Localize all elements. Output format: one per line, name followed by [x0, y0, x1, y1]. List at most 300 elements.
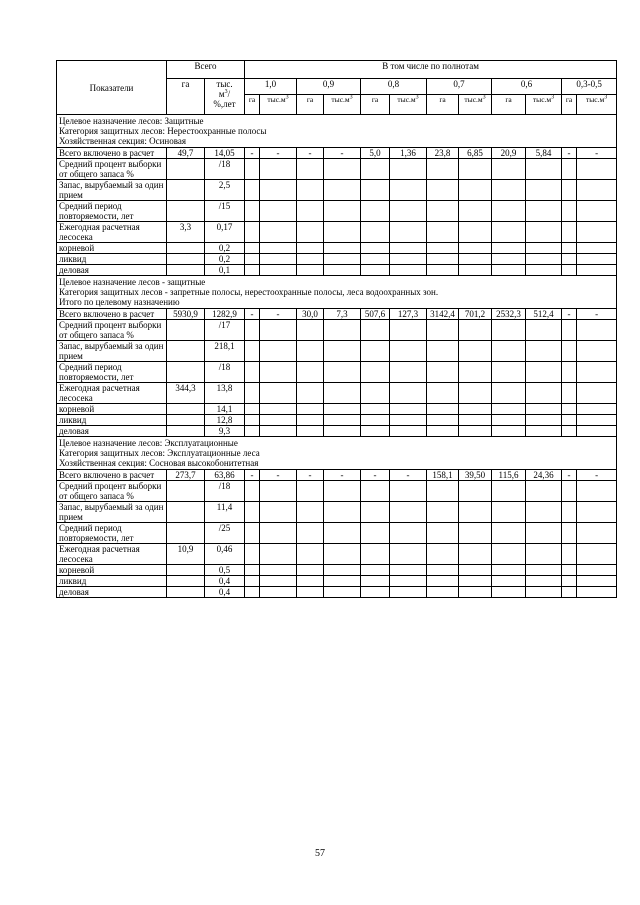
row-density-cell	[427, 576, 459, 587]
row-density-cell	[361, 587, 390, 598]
header-density-1: 0,9	[297, 79, 361, 95]
header-unit-ha: га	[427, 95, 459, 115]
row-density-cell: 127,3	[390, 309, 427, 320]
row-total-volume: /15	[205, 201, 245, 222]
row-density-cell	[577, 426, 617, 437]
row-density-cell	[492, 180, 526, 201]
row-total-volume: 0,1	[205, 265, 245, 276]
row-density-cell	[459, 362, 492, 383]
table-row	[57, 470, 617, 481]
row-density-cell	[260, 481, 297, 502]
row-density-cell	[577, 415, 617, 426]
row-density-cell	[361, 502, 390, 523]
row-density-cell	[427, 383, 459, 404]
row-density-cell	[427, 426, 459, 437]
row-density-cell: -	[260, 148, 297, 159]
row-density-cell	[526, 481, 562, 502]
row-density-cell: -	[324, 148, 361, 159]
row-density-cell	[245, 201, 260, 222]
row-label: Запас, вырубаемый за один прием	[57, 502, 167, 523]
row-density-cell	[459, 265, 492, 276]
row-total-ha	[167, 415, 205, 426]
row-density-cell	[427, 502, 459, 523]
table-row	[57, 180, 617, 201]
row-density-cell	[324, 243, 361, 254]
section-header	[57, 115, 617, 148]
row-total-ha	[167, 341, 205, 362]
row-density-cell: 701,2	[459, 309, 492, 320]
row-density-cell	[324, 159, 361, 180]
header-unit-ha: га	[562, 95, 577, 115]
table-row	[57, 415, 617, 426]
row-density-cell	[459, 523, 492, 544]
row-density-cell	[427, 180, 459, 201]
row-total-ha: 5930,9	[167, 309, 205, 320]
row-density-cell	[297, 587, 324, 598]
table-row	[57, 565, 617, 576]
row-density-cell	[562, 180, 577, 201]
row-density-cell	[577, 565, 617, 576]
row-density-cell	[361, 544, 390, 565]
row-density-cell	[427, 362, 459, 383]
row-density-cell	[260, 362, 297, 383]
row-total-volume: 0,4	[205, 587, 245, 598]
row-density-cell	[459, 544, 492, 565]
row-density-cell	[361, 576, 390, 587]
header-density-0: 1,0	[245, 79, 297, 95]
header-density-5: 0,3-0,5	[562, 79, 617, 95]
row-density-cell	[245, 587, 260, 598]
row-density-cell	[562, 587, 577, 598]
row-density-cell: -	[260, 309, 297, 320]
row-density-cell	[361, 243, 390, 254]
row-density-cell	[324, 576, 361, 587]
row-total-volume: 0,2	[205, 254, 245, 265]
row-density-cell	[245, 362, 260, 383]
row-density-cell	[562, 481, 577, 502]
row-density-cell	[492, 265, 526, 276]
row-density-cell	[260, 426, 297, 437]
table-row	[57, 544, 617, 565]
row-density-cell	[577, 383, 617, 404]
row-total-volume: 0,5	[205, 565, 245, 576]
row-density-cell	[562, 502, 577, 523]
table-row	[57, 576, 617, 587]
header-unit-ha: га	[245, 95, 260, 115]
row-density-cell	[297, 265, 324, 276]
row-total-ha	[167, 159, 205, 180]
row-density-cell: -	[562, 309, 577, 320]
row-density-cell	[492, 404, 526, 415]
section-line: Целевое назначение лесов: Защитные	[59, 116, 204, 126]
section-line: Хозяйственная секция: Осиновая	[59, 136, 186, 146]
row-density-cell	[562, 243, 577, 254]
row-total-volume: 0,2	[205, 243, 245, 254]
row-density-cell	[390, 587, 427, 598]
row-density-cell	[324, 426, 361, 437]
row-density-cell	[390, 576, 427, 587]
row-density-cell	[260, 565, 297, 576]
row-total-volume: 14,05	[205, 148, 245, 159]
table-row	[57, 502, 617, 523]
row-density-cell	[324, 341, 361, 362]
row-density-cell	[297, 243, 324, 254]
row-density-cell	[390, 544, 427, 565]
allowable-cut-table	[56, 60, 617, 598]
row-density-cell	[526, 415, 562, 426]
row-density-cell	[245, 243, 260, 254]
row-label: Ежегодная расчетная лесосека	[57, 544, 167, 565]
row-density-cell	[260, 159, 297, 180]
row-density-cell	[577, 254, 617, 265]
header-density-2: 0,8	[361, 79, 427, 95]
row-density-cell	[427, 159, 459, 180]
row-density-cell	[361, 201, 390, 222]
row-density-cell	[245, 404, 260, 415]
row-density-cell	[390, 159, 427, 180]
row-density-cell	[297, 565, 324, 576]
row-density-cell	[245, 481, 260, 502]
row-density-cell	[361, 565, 390, 576]
row-density-cell: 507,6	[361, 309, 390, 320]
row-density-cell	[324, 265, 361, 276]
row-label: Всего включено в расчет	[57, 148, 167, 159]
row-density-cell	[324, 201, 361, 222]
row-total-ha	[167, 201, 205, 222]
row-density-cell	[562, 222, 577, 243]
row-total-ha	[167, 320, 205, 341]
row-density-cell	[297, 159, 324, 180]
row-density-cell: -	[390, 470, 427, 481]
row-total-ha	[167, 243, 205, 254]
row-density-cell	[361, 362, 390, 383]
section-header	[57, 437, 617, 470]
row-density-cell	[260, 180, 297, 201]
row-density-cell	[361, 523, 390, 544]
row-density-cell	[492, 159, 526, 180]
row-density-cell: 2532,3	[492, 309, 526, 320]
row-density-cell: -	[245, 148, 260, 159]
row-total-ha	[167, 523, 205, 544]
row-density-cell	[390, 180, 427, 201]
row-density-cell: 7,3	[324, 309, 361, 320]
row-label: Всего включено в расчет	[57, 309, 167, 320]
row-density-cell: 1,36	[390, 148, 427, 159]
row-density-cell: 5,0	[361, 148, 390, 159]
row-density-cell	[245, 159, 260, 180]
row-density-cell	[577, 320, 617, 341]
header-unit-thous-m3: $тыс.м^3$	[526, 95, 562, 115]
row-total-ha	[167, 587, 205, 598]
row-density-cell	[427, 320, 459, 341]
table-row	[57, 320, 617, 341]
row-density-cell: -	[260, 470, 297, 481]
row-total-volume: 12,8	[205, 415, 245, 426]
row-density-cell	[361, 481, 390, 502]
row-density-cell	[324, 404, 361, 415]
row-density-cell	[324, 523, 361, 544]
row-total-volume: /17	[205, 320, 245, 341]
row-density-cell	[260, 320, 297, 341]
row-density-cell	[459, 341, 492, 362]
row-density-cell	[245, 426, 260, 437]
row-density-cell	[577, 362, 617, 383]
table-row	[57, 148, 617, 159]
section-line: Хозяйственная секция: Сосновая высокобонитетная	[59, 458, 259, 468]
row-total-volume: 0,46	[205, 544, 245, 565]
row-density-cell	[492, 243, 526, 254]
table-row	[57, 265, 617, 276]
row-label: корневой	[57, 243, 167, 254]
row-density-cell	[260, 201, 297, 222]
row-density-cell	[427, 481, 459, 502]
row-total-ha	[167, 362, 205, 383]
row-density-cell	[459, 159, 492, 180]
row-label: Всего включено в расчет	[57, 470, 167, 481]
row-label: корневой	[57, 565, 167, 576]
row-label: Запас, вырубаемый за один прием	[57, 180, 167, 201]
row-total-ha	[167, 502, 205, 523]
table-row	[57, 523, 617, 544]
row-label: Ежегодная расчетная лесосека	[57, 383, 167, 404]
row-total-volume: 63,86	[205, 470, 245, 481]
row-density-cell	[526, 201, 562, 222]
row-total-volume: 9,3	[205, 426, 245, 437]
row-density-cell	[459, 404, 492, 415]
row-density-cell	[361, 254, 390, 265]
row-density-cell	[526, 222, 562, 243]
row-density-cell	[324, 587, 361, 598]
row-density-cell	[577, 544, 617, 565]
row-density-cell	[297, 481, 324, 502]
row-density-cell	[324, 180, 361, 201]
table-row	[57, 481, 617, 502]
row-density-cell	[297, 341, 324, 362]
row-label: Средний период повторяемости, лет	[57, 201, 167, 222]
row-density-cell	[562, 544, 577, 565]
row-density-cell	[492, 565, 526, 576]
header-unit-ha: га	[492, 95, 526, 115]
row-density-cell: 5,84	[526, 148, 562, 159]
row-density-cell	[260, 415, 297, 426]
row-density-cell: -	[562, 470, 577, 481]
section-line: Итого по целевому назначению	[59, 297, 180, 307]
row-density-cell	[324, 481, 361, 502]
row-density-cell	[526, 265, 562, 276]
row-density-cell: -	[297, 148, 324, 159]
row-density-cell	[577, 180, 617, 201]
row-density-cell	[562, 265, 577, 276]
row-density-cell	[526, 576, 562, 587]
row-total-ha	[167, 576, 205, 587]
row-density-cell	[459, 243, 492, 254]
row-density-cell	[297, 362, 324, 383]
row-density-cell	[361, 265, 390, 276]
row-density-cell: 20,9	[492, 148, 526, 159]
row-density-cell	[562, 341, 577, 362]
header-density-3: 0,7	[427, 79, 492, 95]
row-total-ha: 273,7	[167, 470, 205, 481]
row-density-cell	[577, 341, 617, 362]
row-density-cell	[526, 362, 562, 383]
row-density-cell	[562, 201, 577, 222]
row-density-cell	[390, 265, 427, 276]
row-density-cell	[526, 502, 562, 523]
row-density-cell	[390, 404, 427, 415]
row-density-cell	[297, 415, 324, 426]
row-density-cell	[459, 587, 492, 598]
row-density-cell	[324, 320, 361, 341]
row-density-cell	[427, 265, 459, 276]
row-label: Средний период повторяемости, лет	[57, 362, 167, 383]
row-density-cell	[361, 222, 390, 243]
row-density-cell	[390, 320, 427, 341]
row-density-cell	[492, 201, 526, 222]
row-density-cell: 3142,4	[427, 309, 459, 320]
row-density-cell	[245, 576, 260, 587]
row-density-cell	[577, 404, 617, 415]
row-density-cell	[526, 254, 562, 265]
row-density-cell	[260, 587, 297, 598]
header-thous-m3: тыс. $м^3/$ %,лет	[205, 79, 245, 115]
row-density-cell	[562, 426, 577, 437]
row-density-cell	[297, 320, 324, 341]
row-total-volume: 13,8	[205, 383, 245, 404]
row-density-cell	[526, 243, 562, 254]
row-density-cell	[324, 502, 361, 523]
row-density-cell	[361, 404, 390, 415]
row-density-cell	[492, 222, 526, 243]
row-density-cell	[492, 362, 526, 383]
row-density-cell	[245, 415, 260, 426]
row-density-cell: -	[297, 470, 324, 481]
row-density-cell	[526, 523, 562, 544]
row-density-cell	[459, 320, 492, 341]
row-density-cell	[492, 502, 526, 523]
row-density-cell	[427, 222, 459, 243]
header-unit-thous-m3: $тыс.м^3$	[260, 95, 297, 115]
row-density-cell	[562, 159, 577, 180]
row-density-cell	[459, 481, 492, 502]
row-density-cell	[427, 254, 459, 265]
row-total-ha	[167, 565, 205, 576]
row-density-cell	[260, 523, 297, 544]
row-label: Средний процент выборки от общего запаса %	[57, 481, 167, 502]
row-density-cell	[324, 362, 361, 383]
row-label: Средний период повторяемости, лет	[57, 523, 167, 544]
row-density-cell	[324, 222, 361, 243]
section-line: Категория защитных лесов: Нерестоохранные полосы	[59, 126, 267, 136]
row-density-cell	[260, 404, 297, 415]
header-unit-thous-m3: $тыс.м^3$	[459, 95, 492, 115]
row-density-cell	[526, 320, 562, 341]
table-row	[57, 159, 617, 180]
row-density-cell	[260, 222, 297, 243]
table-row	[57, 362, 617, 383]
row-total-volume: /25	[205, 523, 245, 544]
header-total: Всего	[167, 61, 245, 79]
row-total-volume: 0,17	[205, 222, 245, 243]
row-density-cell	[427, 243, 459, 254]
page-number: 57	[315, 848, 325, 859]
row-density-cell	[324, 415, 361, 426]
row-density-cell	[459, 415, 492, 426]
row-density-cell	[562, 565, 577, 576]
row-density-cell	[390, 523, 427, 544]
header-incl-density: В том числе по полнотам	[245, 61, 617, 79]
row-total-ha	[167, 265, 205, 276]
row-density-cell: 30,0	[297, 309, 324, 320]
row-density-cell	[297, 502, 324, 523]
row-density-cell: 39,50	[459, 470, 492, 481]
row-density-cell	[297, 222, 324, 243]
row-density-cell	[361, 341, 390, 362]
row-label: Средний процент выборки от общего запаса %	[57, 320, 167, 341]
row-density-cell	[577, 576, 617, 587]
row-density-cell	[526, 159, 562, 180]
row-density-cell	[526, 426, 562, 437]
table-row	[57, 309, 617, 320]
row-density-cell	[577, 265, 617, 276]
row-density-cell	[459, 426, 492, 437]
row-label: корневой	[57, 404, 167, 415]
row-density-cell	[361, 320, 390, 341]
row-density-cell	[459, 576, 492, 587]
row-density-cell	[297, 426, 324, 437]
row-density-cell	[297, 201, 324, 222]
row-density-cell	[297, 576, 324, 587]
row-density-cell	[361, 383, 390, 404]
row-density-cell	[427, 565, 459, 576]
row-density-cell	[562, 383, 577, 404]
row-density-cell	[245, 565, 260, 576]
row-density-cell	[427, 404, 459, 415]
row-density-cell	[526, 383, 562, 404]
row-total-volume: 14,1	[205, 404, 245, 415]
section-line: Категория защитных лесов: Эксплуатационные леса	[59, 448, 260, 458]
row-density-cell: 24,36	[526, 470, 562, 481]
row-density-cell	[245, 265, 260, 276]
row-label: ликвид	[57, 415, 167, 426]
row-total-volume: 11,4	[205, 502, 245, 523]
row-density-cell	[562, 404, 577, 415]
row-density-cell: -	[361, 470, 390, 481]
row-density-cell	[562, 362, 577, 383]
row-label: ликвид	[57, 576, 167, 587]
row-density-cell	[492, 481, 526, 502]
row-density-cell	[427, 523, 459, 544]
row-density-cell	[577, 201, 617, 222]
table-row	[57, 383, 617, 404]
row-density-cell	[361, 426, 390, 437]
row-density-cell	[390, 362, 427, 383]
row-density-cell	[526, 341, 562, 362]
row-density-cell	[297, 254, 324, 265]
row-density-cell	[562, 254, 577, 265]
row-density-cell: -	[562, 148, 577, 159]
row-density-cell	[459, 383, 492, 404]
row-density-cell: -	[324, 470, 361, 481]
section-line: Категория защитных лесов - запретные полосы, нерестоохранные полосы, леса водоохранных зон.	[59, 287, 439, 297]
row-density-cell	[492, 426, 526, 437]
row-total-volume: 1282,9	[205, 309, 245, 320]
row-density-cell	[390, 222, 427, 243]
row-density-cell	[492, 320, 526, 341]
row-density-cell	[427, 341, 459, 362]
row-density-cell	[260, 341, 297, 362]
row-density-cell	[427, 201, 459, 222]
row-density-cell	[492, 576, 526, 587]
